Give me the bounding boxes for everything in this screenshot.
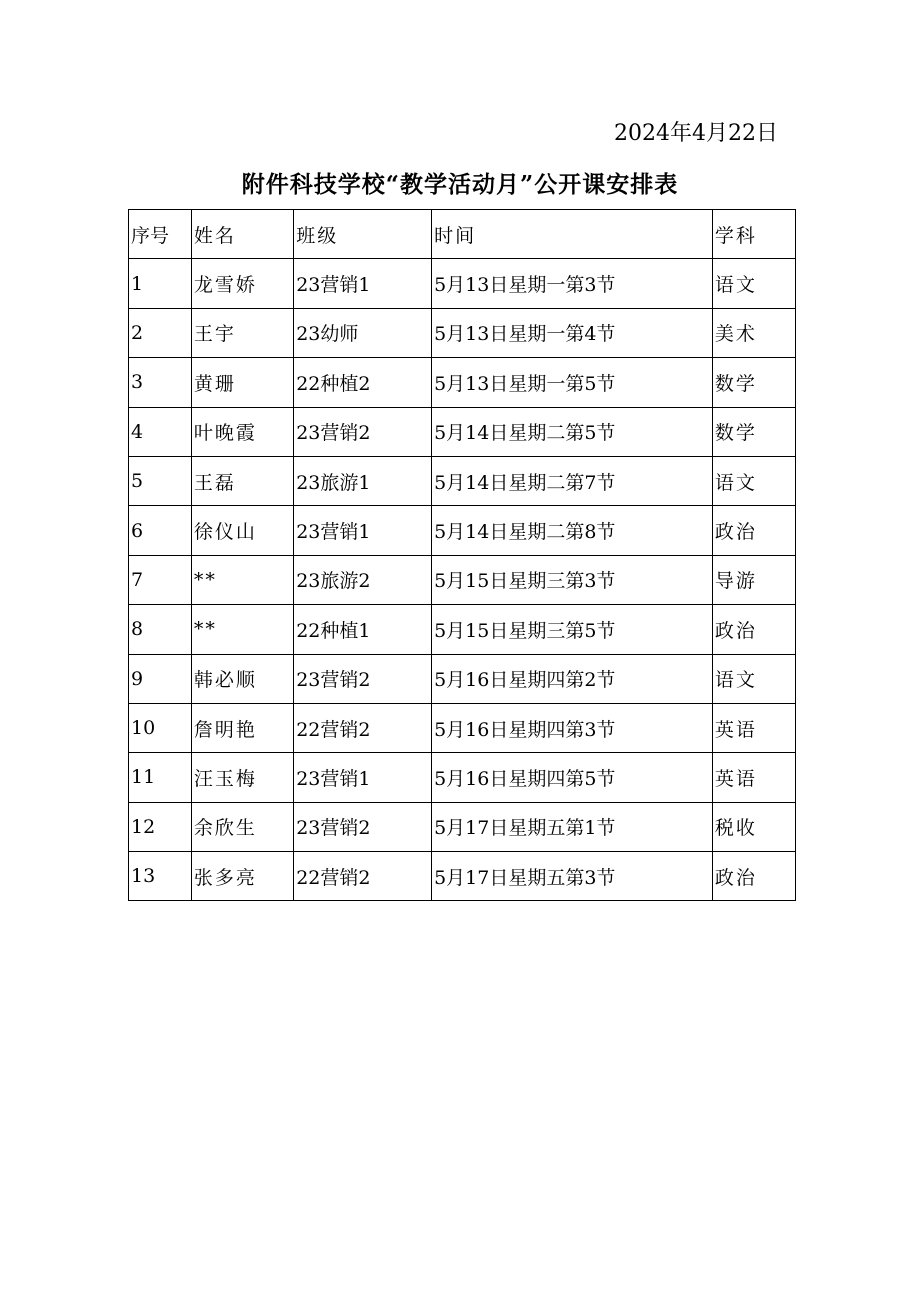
- cell-time: 5月16日星期四第5节: [432, 753, 713, 802]
- cell-time: 5月13日星期一第3节: [432, 259, 713, 308]
- cell-subject: 税收: [712, 802, 795, 851]
- cell-subject: 美术: [712, 308, 795, 357]
- cell-no: 2: [129, 308, 192, 357]
- cell-class: 23营销1: [294, 259, 432, 308]
- schedule-body: [129, 259, 796, 901]
- cell-time: 5月16日星期四第3节: [432, 703, 713, 752]
- header-class: 班级: [294, 210, 432, 259]
- cell-subject: 政治: [712, 506, 795, 555]
- cell-class: 23营销1: [294, 506, 432, 555]
- cell-class: 22营销2: [294, 852, 432, 901]
- table-row: [129, 358, 796, 407]
- cell-no: 3: [129, 358, 192, 407]
- cell-no: 12: [129, 802, 192, 851]
- cell-name: 余欣生: [191, 802, 293, 851]
- cell-subject: 语文: [712, 456, 795, 505]
- cell-time: 5月14日星期二第7节: [432, 456, 713, 505]
- cell-class: 23营销1: [294, 753, 432, 802]
- cell-no: 7: [129, 555, 192, 604]
- document-title: 附件科技学校“教学活动月”公开课安排表: [241, 171, 679, 198]
- cell-class: 23营销2: [294, 802, 432, 851]
- cell-name: 王磊: [191, 456, 293, 505]
- table-row: [129, 654, 796, 703]
- cell-name: **: [191, 605, 293, 654]
- cell-no: 5: [129, 456, 192, 505]
- header-subject: 学科: [712, 210, 795, 259]
- cell-subject: 导游: [712, 555, 795, 604]
- table-row: [129, 852, 796, 901]
- document-date: 2024年4月22日: [614, 121, 778, 146]
- cell-time: 5月14日星期二第8节: [432, 506, 713, 555]
- cell-class: 23幼师: [294, 308, 432, 357]
- schedule-table: [128, 209, 796, 901]
- table-row: [129, 456, 796, 505]
- table-row: [129, 555, 796, 604]
- cell-time: 5月15日星期三第3节: [432, 555, 713, 604]
- cell-time: 5月16日星期四第2节: [432, 654, 713, 703]
- table-row: [129, 802, 796, 851]
- cell-name: 黄珊: [191, 358, 293, 407]
- table-row: [129, 259, 796, 308]
- cell-subject: 语文: [712, 259, 795, 308]
- header-time: 时间: [432, 210, 713, 259]
- cell-no: 6: [129, 506, 192, 555]
- cell-no: 8: [129, 605, 192, 654]
- cell-subject: 数学: [712, 407, 795, 456]
- cell-class: 23旅游2: [294, 555, 432, 604]
- table-row: [129, 308, 796, 357]
- cell-no: 10: [129, 703, 192, 752]
- cell-no: 11: [129, 753, 192, 802]
- table-row: [129, 506, 796, 555]
- cell-name: **: [191, 555, 293, 604]
- cell-name: 韩必顺: [191, 654, 293, 703]
- table-row: [129, 703, 796, 752]
- cell-subject: 英语: [712, 753, 795, 802]
- cell-time: 5月15日星期三第5节: [432, 605, 713, 654]
- cell-time: 5月13日星期一第5节: [432, 358, 713, 407]
- table-row: [129, 407, 796, 456]
- cell-time: 5月17日星期五第1节: [432, 802, 713, 851]
- cell-name: 汪玉梅: [191, 753, 293, 802]
- cell-name: 王宇: [191, 308, 293, 357]
- cell-time: 5月17日星期五第3节: [432, 852, 713, 901]
- cell-class: 23营销2: [294, 407, 432, 456]
- cell-class: 22种植1: [294, 605, 432, 654]
- cell-class: 22营销2: [294, 703, 432, 752]
- cell-no: 9: [129, 654, 192, 703]
- cell-subject: 政治: [712, 605, 795, 654]
- header-no: 序号: [129, 210, 192, 259]
- table-header-row: [129, 210, 796, 259]
- cell-name: 龙雪娇: [191, 259, 293, 308]
- cell-subject: 数学: [712, 358, 795, 407]
- cell-class: 23旅游1: [294, 456, 432, 505]
- cell-no: 1: [129, 259, 192, 308]
- cell-no: 4: [129, 407, 192, 456]
- cell-class: 23营销2: [294, 654, 432, 703]
- cell-name: 徐仪山: [191, 506, 293, 555]
- table-row: [129, 753, 796, 802]
- cell-name: 詹明艳: [191, 703, 293, 752]
- header-name: 姓名: [191, 210, 293, 259]
- cell-subject: 英语: [712, 703, 795, 752]
- cell-time: 5月14日星期二第5节: [432, 407, 713, 456]
- cell-time: 5月13日星期一第4节: [432, 308, 713, 357]
- table-row: [129, 605, 796, 654]
- cell-subject: 政治: [712, 852, 795, 901]
- cell-name: 张多亮: [191, 852, 293, 901]
- cell-name: 叶晚霞: [191, 407, 293, 456]
- cell-no: 13: [129, 852, 192, 901]
- cell-class: 22种植2: [294, 358, 432, 407]
- cell-subject: 语文: [712, 654, 795, 703]
